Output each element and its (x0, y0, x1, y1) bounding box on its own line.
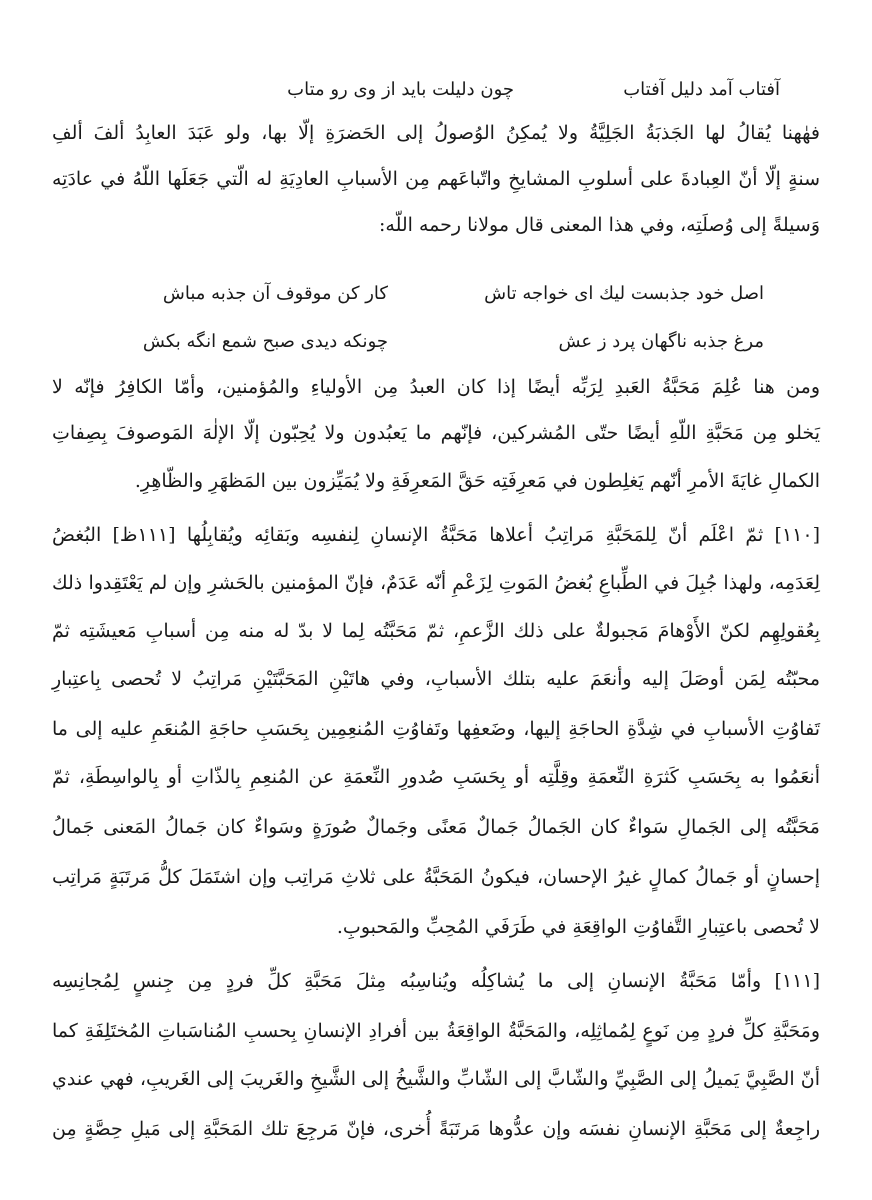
text-line: مَحَبَّتُه إلى الجَمالِ سَواءٌ كان الجَمالُ جَمالٌ مَعنًى وجَمالٌ صُورَةٍ وسَواءٌ كان جَمالُ المَعنى جَمالُ (52, 816, 820, 838)
verse-second-hemistich: چونكه دیدی صبح شمع انگه بكش (142, 331, 388, 352)
text-line: يَخلو مِن مَحَبَّةِ اللّهِ أيضًا حتّى المُشركين، فإنّهم ما يَعبُدون ولا يُحِبّون إلّا الإلٰهَ المَوصوفَ بِصِفاتِ (52, 422, 820, 444)
text-line: أنّ الصَّبِيَّ يَميلُ إلى الصَّبِيِّ والشّابَّ إلى الشّابِّ والشَّيخُ إلى الشَّيخِ والغَريبَ إلى الغَريبِ، فهي عندي (52, 1068, 820, 1090)
text-line: لِعَدَمِه، ولهذا جُبِلَ في الطِّباعِ بُغضُ المَوتِ لِزَعْمِ أنّه عَدَمٌ، فإنّ المؤمنين بالحَشرِ وإن لم يَعْتَقِدوا ذلك (52, 572, 820, 594)
text-line: أنعَمُوا به بِحَسَبِ كَثرَةِ النِّعمَةِ وقِلَّتِه أو بِحَسَبِ صُدورِ النِّعمَةِ عن المُنعِمِ بِالذّاتِ أو بِالواسِطَةِ، ثمّ (52, 766, 820, 788)
text-line: بِعُقولِهِم لكنّ الأَوْهامَ مَجبولةٌ على ذلك الزَّعمِ، ثمّ مَحَبَّتُه لِما لا بدّ له منه مِن أسبابِ مَعيشَتِه ثمّ (52, 620, 820, 642)
text-line: راجِعةٌ إلى مَحَبَّةِ الإنسانِ نفسَه وإن عدُّوها مَرتَبَةً أُخرى، فإنّ مَرجِعَ تلك المَحَبَّةِ إلى مَيلِ حِصَّةٍ مِن (52, 1118, 820, 1140)
verse-second-hemistich: كار كن موقوف آن جذبه مباش (162, 283, 388, 304)
text-line: فهٰهنا يُقالُ لها الجَذبَةُ الجَلِيَّةُ ولا يُمكِنُ الوُصولُ إلى الحَضرَةِ إلّا بها، ولو عَبَدَ العابِدُ ألفَ ألفِ (52, 122, 820, 144)
verse-first-hemistich: مرغ جذبه ناگهان پرد ز عش (558, 331, 764, 352)
verse-first-hemistich: اصل خود جذبست لیك ای خواجه تاش (484, 283, 764, 304)
verse-second-hemistich: چون دلیلت باید از وی رو متاب (287, 79, 514, 100)
text-line: وَسيلةً إلى وُصلَتِه، وفي هذا المعنى قال مولانا رحمه اللّه: (379, 214, 820, 236)
text-line: لا تُحصى باعتِبارِ التَّفاوُتِ الواقِعَةِ في طَرَفَي المُحِبِّ والمَحبوبِ. (336, 916, 820, 938)
verse-first-hemistich: آفتاب آمد دلیل آفتاب (623, 79, 780, 100)
text-line: [١١١] وأمّا مَحَبَّةُ الإنسانِ إلى ما يُشاكِلُه ويُناسِبُه مِثلَ مَحَبَّةِ كلِّ فردٍ مِن جِنسٍ لِمُجانِسِه (52, 970, 820, 992)
verse-couplet (0, 322, 872, 362)
text-line: محبّتُه لِمَن أوصَلَ إليه وأنعَمَ عليه بتلك الأسبابِ، وفي هاتَيْنِ المَحَبَّتَيْنِ مَراتِبُ لا تُحصى بِاعتِبارِ (52, 668, 820, 690)
text-line: الكمالِ غايَةَ الأمرِ أنّهم يَغلِطون في مَعرِفَتِه حَقَّ المَعرِفَةِ ولا يُمَيِّزون بين المَظهَرِ والظّاهِرِ. (134, 470, 820, 492)
text-line: ومَحَبَّةِ كلِّ فردٍ مِن نَوعٍ لِمُماثِلِه، والمَحَبَّةُ الواقِعَةُ بين أفرادِ الإنسانِ بِحسبِ المُناسَباتِ المُختَلِفَةِ كما (52, 1020, 820, 1042)
text-line: [١١٠] ثمّ اعْلَم أنّ لِلمَحَبَّةِ مَراتِبُ أعلاها مَحَبَّةُ الإنسانِ لِنفسِه وبَقائِه ويُقابِلُها [١١١ظ] البُغضُ (52, 524, 820, 546)
text-line: إحسانٍ أو جَمالُ كمالٍ غيرُ الإحسان، فيكونُ المَحَبَّةُ على ثلاثِ مَراتِب وإن اشتَمَلَ كلُّ مَرتَبَةٍ مَراتِب (52, 866, 820, 888)
text-line: تَفاوُتِ الأسبابِ في شِدَّةِ الحاجَةِ إليها، وضَعفِها وتَفاوُتِ المُنعِمِين بِحَسَبِ حاجَةِ المُنعَمِ عليه إلى ما (52, 718, 820, 740)
verse-couplet (0, 70, 872, 110)
verse-couplet (0, 274, 872, 314)
text-line: ومن هنا عُلِمَ مَحَبَّةُ العَبدِ لِرَبِّه أيضًا إذا كان العبدُ مِن الأولياءِ والمُؤمنين، وأمّا الكافِرُ فإنّه لا (52, 376, 820, 398)
text-line: سنةٍ إلّا أنّ العِبادةَ على أسلوبِ المشايخِ واتّباعَهم مِن الأسبابِ العادِيَةِ له الّتي جَعَلَها اللّهُ في عادَتِه (52, 168, 820, 190)
